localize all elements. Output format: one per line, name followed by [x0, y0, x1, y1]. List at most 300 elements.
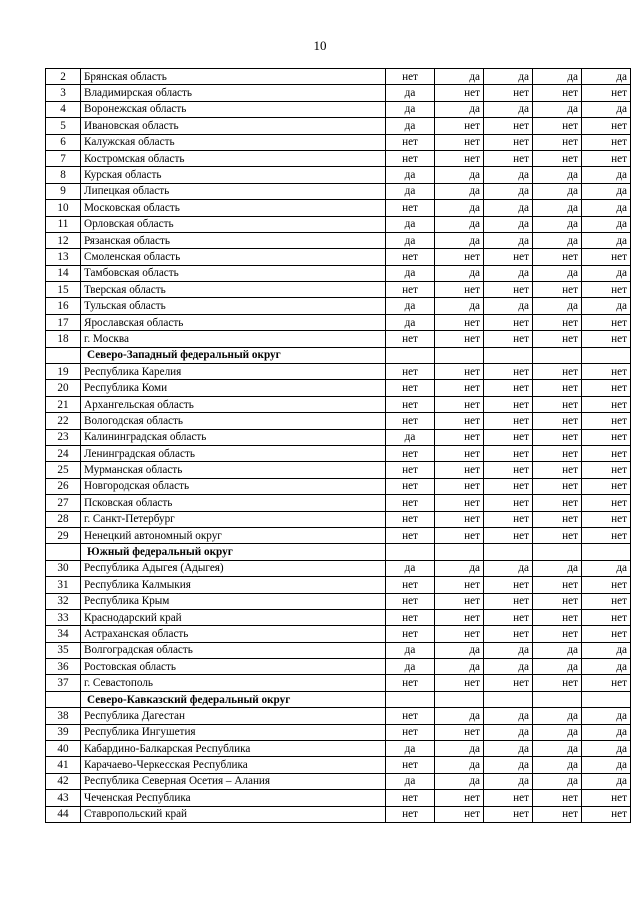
table-row	[46, 773, 631, 789]
row-number: 38	[46, 708, 81, 724]
section-title: Северо-Западный федеральный округ	[81, 347, 386, 363]
table-row	[46, 380, 631, 396]
value-cell: нет	[582, 445, 631, 461]
value-cell	[582, 691, 631, 707]
value-cell: да	[435, 642, 484, 658]
value-cell: нет	[484, 527, 533, 543]
row-number: 30	[46, 560, 81, 576]
row-number: 13	[46, 249, 81, 265]
value-cell: нет	[484, 462, 533, 478]
value-cell: да	[484, 183, 533, 199]
section-title: Северо-Кавказский федеральный округ	[81, 691, 386, 707]
value-cell: да	[435, 69, 484, 85]
value-cell: нет	[484, 249, 533, 265]
value-cell: нет	[533, 429, 582, 445]
value-cell: нет	[533, 249, 582, 265]
value-cell: да	[386, 642, 435, 658]
value-cell: нет	[484, 413, 533, 429]
value-cell: нет	[533, 413, 582, 429]
region-name: Мурманская область	[81, 462, 386, 478]
value-cell: да	[533, 200, 582, 216]
value-cell: нет	[533, 118, 582, 134]
value-cell: нет	[386, 577, 435, 593]
value-cell: да	[386, 314, 435, 330]
value-cell: нет	[386, 478, 435, 494]
value-cell: нет	[435, 118, 484, 134]
value-cell: да	[435, 757, 484, 773]
row-number: 14	[46, 265, 81, 281]
table-row	[46, 200, 631, 216]
value-cell: нет	[386, 413, 435, 429]
value-cell: да	[435, 298, 484, 314]
value-cell: нет	[386, 626, 435, 642]
row-number: 33	[46, 609, 81, 625]
section-header-row	[46, 691, 631, 707]
value-cell	[435, 691, 484, 707]
value-cell: да	[386, 216, 435, 232]
value-cell: нет	[435, 331, 484, 347]
row-number: 22	[46, 413, 81, 429]
row-number: 36	[46, 659, 81, 675]
table-row	[46, 757, 631, 773]
table-row	[46, 413, 631, 429]
value-cell: нет	[484, 609, 533, 625]
table-row	[46, 478, 631, 494]
value-cell: нет	[435, 413, 484, 429]
value-cell: да	[386, 118, 435, 134]
value-cell: нет	[435, 429, 484, 445]
value-cell: да	[484, 708, 533, 724]
value-cell: нет	[582, 331, 631, 347]
value-cell: нет	[435, 495, 484, 511]
value-cell: да	[533, 659, 582, 675]
value-cell: нет	[582, 118, 631, 134]
value-cell: да	[533, 232, 582, 248]
region-name: Костромская область	[81, 150, 386, 166]
row-number: 3	[46, 85, 81, 101]
row-number: 16	[46, 298, 81, 314]
region-name: Ярославская область	[81, 314, 386, 330]
value-cell: нет	[533, 790, 582, 806]
value-cell	[484, 347, 533, 363]
table-row	[46, 642, 631, 658]
value-cell: да	[582, 101, 631, 117]
value-cell: нет	[386, 331, 435, 347]
value-cell: да	[533, 167, 582, 183]
region-name: Ненецкий автономный округ	[81, 527, 386, 543]
table-row	[46, 249, 631, 265]
value-cell: да	[386, 101, 435, 117]
value-cell: нет	[582, 462, 631, 478]
row-number: 23	[46, 429, 81, 445]
value-cell: нет	[533, 282, 582, 298]
value-cell: нет	[582, 577, 631, 593]
value-cell: нет	[484, 806, 533, 822]
value-cell: нет	[533, 396, 582, 412]
value-cell: да	[484, 724, 533, 740]
value-cell: нет	[386, 790, 435, 806]
value-cell: да	[582, 183, 631, 199]
row-number: 24	[46, 445, 81, 461]
table-row	[46, 183, 631, 199]
table-row	[46, 118, 631, 134]
value-cell: нет	[435, 724, 484, 740]
value-cell: да	[484, 232, 533, 248]
value-cell: нет	[484, 626, 533, 642]
region-name: Владимирская область	[81, 85, 386, 101]
value-cell	[533, 544, 582, 560]
regions-table	[45, 68, 631, 823]
row-number: 6	[46, 134, 81, 150]
value-cell: да	[533, 265, 582, 281]
value-cell	[484, 544, 533, 560]
value-cell: нет	[386, 380, 435, 396]
value-cell: да	[533, 560, 582, 576]
value-cell: нет	[435, 675, 484, 691]
value-cell: нет	[582, 478, 631, 494]
value-cell: нет	[533, 593, 582, 609]
row-number: 17	[46, 314, 81, 330]
table-row	[46, 429, 631, 445]
value-cell: нет	[533, 609, 582, 625]
value-cell: нет	[386, 675, 435, 691]
value-cell: да	[533, 708, 582, 724]
value-cell: нет	[582, 413, 631, 429]
table-row	[46, 85, 631, 101]
region-name: Республика Крым	[81, 593, 386, 609]
value-cell: да	[435, 200, 484, 216]
region-name: Рязанская область	[81, 232, 386, 248]
value-cell: да	[435, 773, 484, 789]
value-cell: нет	[582, 511, 631, 527]
region-name: Ставропольский край	[81, 806, 386, 822]
value-cell: да	[582, 69, 631, 85]
table-row	[46, 331, 631, 347]
value-cell: да	[582, 167, 631, 183]
table-row	[46, 593, 631, 609]
row-number: 28	[46, 511, 81, 527]
value-cell: нет	[435, 249, 484, 265]
table-row	[46, 298, 631, 314]
value-cell: нет	[386, 511, 435, 527]
value-cell: да	[386, 85, 435, 101]
value-cell: нет	[484, 577, 533, 593]
value-cell: нет	[435, 85, 484, 101]
value-cell: да	[533, 216, 582, 232]
value-cell: нет	[386, 609, 435, 625]
value-cell: да	[533, 773, 582, 789]
value-cell: нет	[582, 134, 631, 150]
row-number: 26	[46, 478, 81, 494]
value-cell: нет	[582, 364, 631, 380]
value-cell: нет	[533, 511, 582, 527]
region-name: Калининградская область	[81, 429, 386, 445]
row-number: 10	[46, 200, 81, 216]
row-number: 41	[46, 757, 81, 773]
value-cell: да	[435, 741, 484, 757]
region-name: Псковская область	[81, 495, 386, 511]
row-number-cell	[46, 544, 81, 560]
table-row	[46, 741, 631, 757]
value-cell: да	[386, 232, 435, 248]
row-number: 40	[46, 741, 81, 757]
region-name: Брянская область	[81, 69, 386, 85]
region-name: Курская область	[81, 167, 386, 183]
section-title: Южный федеральный округ	[81, 544, 386, 560]
value-cell: нет	[435, 150, 484, 166]
value-cell: да	[533, 741, 582, 757]
value-cell: нет	[582, 249, 631, 265]
value-cell: нет	[484, 314, 533, 330]
value-cell: нет	[435, 626, 484, 642]
value-cell: да	[386, 773, 435, 789]
value-cell	[435, 544, 484, 560]
value-cell: нет	[484, 134, 533, 150]
table-row	[46, 396, 631, 412]
region-name: Смоленская область	[81, 249, 386, 265]
region-name: Чеченская Республика	[81, 790, 386, 806]
table-row	[46, 462, 631, 478]
row-number: 4	[46, 101, 81, 117]
value-cell: нет	[484, 495, 533, 511]
value-cell: нет	[386, 806, 435, 822]
table-row	[46, 101, 631, 117]
row-number: 5	[46, 118, 81, 134]
value-cell: нет	[435, 609, 484, 625]
value-cell: да	[484, 101, 533, 117]
value-cell: нет	[386, 593, 435, 609]
value-cell: нет	[582, 495, 631, 511]
value-cell: нет	[435, 462, 484, 478]
table-row	[46, 659, 631, 675]
value-cell: нет	[386, 282, 435, 298]
region-name: Ленинградская область	[81, 445, 386, 461]
table-row	[46, 708, 631, 724]
value-cell: нет	[386, 495, 435, 511]
value-cell: нет	[582, 675, 631, 691]
row-number: 39	[46, 724, 81, 740]
value-cell: нет	[533, 577, 582, 593]
table-row	[46, 150, 631, 166]
value-cell: нет	[582, 790, 631, 806]
table-row	[46, 790, 631, 806]
value-cell: нет	[533, 364, 582, 380]
value-cell: нет	[435, 282, 484, 298]
row-number: 2	[46, 69, 81, 85]
page-number: 10	[313, 38, 327, 53]
row-number: 11	[46, 216, 81, 232]
table-row	[46, 806, 631, 822]
value-cell: нет	[484, 396, 533, 412]
value-cell: да	[533, 101, 582, 117]
value-cell: нет	[533, 445, 582, 461]
value-cell: нет	[435, 478, 484, 494]
table-row	[46, 282, 631, 298]
row-number: 27	[46, 495, 81, 511]
row-number: 35	[46, 642, 81, 658]
row-number: 25	[46, 462, 81, 478]
value-cell: нет	[386, 134, 435, 150]
value-cell	[435, 347, 484, 363]
value-cell: да	[484, 773, 533, 789]
value-cell: нет	[386, 708, 435, 724]
value-cell: да	[582, 265, 631, 281]
region-name: г. Москва	[81, 331, 386, 347]
row-number: 21	[46, 396, 81, 412]
value-cell: да	[484, 265, 533, 281]
value-cell: нет	[533, 495, 582, 511]
value-cell	[386, 347, 435, 363]
region-name: Московская область	[81, 200, 386, 216]
value-cell: нет	[484, 282, 533, 298]
value-cell: нет	[386, 757, 435, 773]
value-cell: нет	[533, 380, 582, 396]
region-name: Ростовская область	[81, 659, 386, 675]
regions-table-body	[46, 69, 631, 823]
value-cell: да	[582, 659, 631, 675]
value-cell: нет	[386, 396, 435, 412]
value-cell: да	[386, 183, 435, 199]
table-row	[46, 69, 631, 85]
row-number: 15	[46, 282, 81, 298]
value-cell: нет	[435, 314, 484, 330]
value-cell: нет	[386, 527, 435, 543]
value-cell: нет	[484, 150, 533, 166]
value-cell: нет	[533, 527, 582, 543]
value-cell: нет	[582, 527, 631, 543]
value-cell: нет	[386, 462, 435, 478]
row-number: 29	[46, 527, 81, 543]
region-name: Вологодская область	[81, 413, 386, 429]
value-cell: нет	[484, 85, 533, 101]
value-cell: нет	[484, 380, 533, 396]
value-cell: нет	[435, 511, 484, 527]
value-cell: нет	[582, 626, 631, 642]
value-cell: нет	[582, 429, 631, 445]
value-cell: нет	[484, 593, 533, 609]
value-cell: нет	[386, 249, 435, 265]
value-cell: да	[582, 560, 631, 576]
table-row	[46, 134, 631, 150]
row-number: 34	[46, 626, 81, 642]
value-cell: да	[386, 167, 435, 183]
region-name: Калужская область	[81, 134, 386, 150]
region-name: Республика Калмыкия	[81, 577, 386, 593]
table-row	[46, 495, 631, 511]
region-name: Астраханская область	[81, 626, 386, 642]
value-cell: да	[386, 560, 435, 576]
value-cell: да	[435, 216, 484, 232]
value-cell: нет	[533, 675, 582, 691]
region-name: г. Севастополь	[81, 675, 386, 691]
value-cell	[386, 544, 435, 560]
value-cell: нет	[435, 134, 484, 150]
region-name: Тульская область	[81, 298, 386, 314]
value-cell: нет	[484, 478, 533, 494]
value-cell: нет	[484, 790, 533, 806]
value-cell: да	[435, 232, 484, 248]
value-cell: нет	[533, 626, 582, 642]
region-name: Краснодарский край	[81, 609, 386, 625]
value-cell: нет	[484, 118, 533, 134]
value-cell	[484, 691, 533, 707]
value-cell: да	[484, 659, 533, 675]
value-cell: нет	[533, 150, 582, 166]
value-cell: нет	[435, 806, 484, 822]
value-cell	[386, 691, 435, 707]
value-cell: нет	[386, 150, 435, 166]
row-number: 7	[46, 150, 81, 166]
region-name: Кабардино-Балкарская Республика	[81, 741, 386, 757]
value-cell: да	[484, 216, 533, 232]
region-name: Орловская область	[81, 216, 386, 232]
value-cell: нет	[533, 806, 582, 822]
value-cell: нет	[533, 462, 582, 478]
value-cell: нет	[533, 85, 582, 101]
value-cell: нет	[582, 396, 631, 412]
value-cell: нет	[435, 577, 484, 593]
value-cell: нет	[533, 478, 582, 494]
row-number: 31	[46, 577, 81, 593]
value-cell: нет	[386, 200, 435, 216]
section-header-row	[46, 544, 631, 560]
value-cell: нет	[582, 609, 631, 625]
value-cell: да	[582, 298, 631, 314]
region-name: Тамбовская область	[81, 265, 386, 281]
value-cell: нет	[533, 331, 582, 347]
table-row	[46, 265, 631, 281]
value-cell: да	[582, 757, 631, 773]
value-cell: нет	[484, 364, 533, 380]
region-name: Республика Карелия	[81, 364, 386, 380]
value-cell: нет	[435, 445, 484, 461]
value-cell: да	[435, 183, 484, 199]
row-number: 42	[46, 773, 81, 789]
value-cell: да	[484, 560, 533, 576]
row-number: 20	[46, 380, 81, 396]
table-row	[46, 167, 631, 183]
value-cell: нет	[582, 282, 631, 298]
value-cell: да	[582, 741, 631, 757]
value-cell: да	[435, 659, 484, 675]
value-cell: да	[533, 183, 582, 199]
table-row	[46, 609, 631, 625]
table-row	[46, 216, 631, 232]
value-cell: нет	[386, 445, 435, 461]
value-cell: да	[582, 708, 631, 724]
row-number: 8	[46, 167, 81, 183]
value-cell: нет	[484, 331, 533, 347]
value-cell: да	[435, 101, 484, 117]
region-name: Тверская область	[81, 282, 386, 298]
value-cell: нет	[484, 445, 533, 461]
value-cell	[533, 347, 582, 363]
value-cell: нет	[533, 134, 582, 150]
value-cell: да	[533, 298, 582, 314]
value-cell: да	[386, 741, 435, 757]
value-cell: да	[386, 429, 435, 445]
value-cell: да	[582, 642, 631, 658]
table-row	[46, 724, 631, 740]
region-name: Республика Адыгея (Адыгея)	[81, 560, 386, 576]
value-cell: нет	[435, 790, 484, 806]
value-cell: нет	[484, 511, 533, 527]
table-row	[46, 560, 631, 576]
value-cell: да	[386, 298, 435, 314]
value-cell: да	[386, 265, 435, 281]
row-number: 19	[46, 364, 81, 380]
region-name: Республика Коми	[81, 380, 386, 396]
